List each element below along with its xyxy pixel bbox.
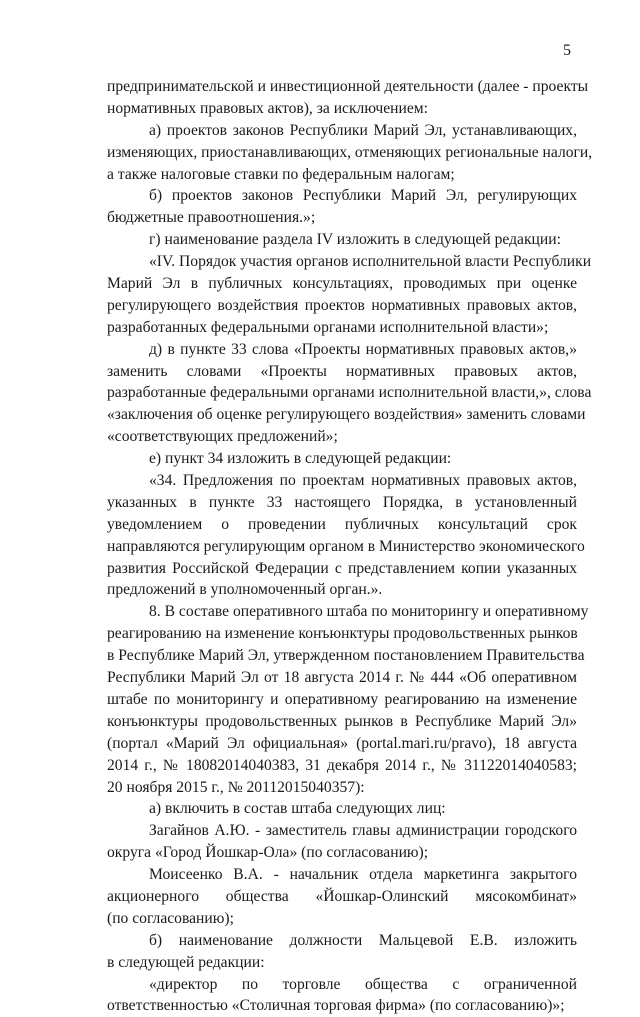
text-line: акционерного общества «Йошкар-Олинский мясокомбинат» [107, 887, 577, 905]
text-line: реагированию на изменение конъюнктуры продовольственных рынков [107, 625, 578, 643]
text-line: штабе по мониторингу и оперативному реагированию на изменение [107, 690, 577, 708]
text-line: конъюнктуры продовольственных рынков в Республике Марий Эл» [107, 712, 577, 730]
text-line: в следующей редакции: [107, 953, 265, 971]
text-line: округа «Город Йошкар-Ола» (по согласованию); [107, 844, 429, 862]
text-line: предпринимательской и инвестиционной деятельности (далее - проекты [107, 78, 589, 95]
text-line: направляются регулирующим органом в Министерство экономического [107, 537, 585, 555]
text-line: заменить словами «Проекты нормативных правовых актов, [107, 362, 577, 380]
page-number: 5 [563, 42, 571, 59]
text-line: уведомлением о проведении публичных консультаций срок [107, 515, 577, 533]
text-line: 8. В составе оперативного штаба по мониторингу и оперативному [149, 603, 589, 621]
text-line: изменяющих, приостанавливающих, отменяющих региональные налоги, [107, 143, 593, 161]
text-line: предложений в уполномоченный орган.». [107, 581, 383, 599]
text-line: ответственностью «Столичная торговая фирма» (по согласованию)»; [107, 997, 565, 1015]
text-line: разработанных федеральными органами исполнительной власти»; [107, 318, 549, 336]
text-line: развития Российской Федерации с представлением копии указанных [107, 559, 577, 577]
text-line: е) пункт 34 изложить в следующей редакции: [149, 450, 452, 468]
text-line: разработанные федеральными органами исполнительной власти,», слова [107, 384, 592, 402]
text-line: в Республике Марий Эл, утвержденном постановлением Правительства [107, 647, 585, 665]
text-line: д) в пункте 33 слова «Проекты нормативных правовых актов,» [149, 340, 577, 358]
text-line: б) проектов законов Республики Марий Эл, регулирующих [149, 187, 577, 205]
text-line: б) наименование должности Мальцевой Е.В. изложить [149, 931, 577, 949]
text-line: (портал «Марий Эл официальная» (portal.mari.ru/pravo), 18 августа [107, 734, 577, 752]
text-line: регулирующего воздействия проектов нормативных правовых актов, [107, 296, 577, 314]
document-body [107, 76, 593, 1017]
text-line: г) наименование раздела IV изложить в следующей редакции: [149, 231, 561, 249]
text-line: «IV. Порядок участия органов исполнительной власти Республики [149, 253, 592, 271]
text-line: (по согласованию); [107, 909, 234, 927]
text-line: Моисеенко В.А. - начальник отдела маркетинга закрытого [149, 866, 577, 884]
text-line: указанных в пункте 33 настоящего Порядка, в установленный [107, 493, 577, 511]
text-line: Марий Эл в публичных консультациях, проводимых при оценке [107, 275, 577, 293]
text-line: а) включить в состав штаба следующих лиц: [149, 800, 446, 818]
text-line: Республики Марий Эл от 18 августа 2014 г. № 444 «Об оперативном [107, 669, 577, 687]
text-line: а) проектов законов Республики Марий Эл, устанавливающих, [149, 121, 577, 139]
text-line: «соответствующих предложений»; [107, 428, 338, 446]
text-line: бюджетные правоотношения.»; [107, 209, 316, 227]
text-line: Загайнов А.Ю. - заместитель главы администрации городского [149, 822, 577, 840]
text-line: 20 ноября 2015 г., № 20112015040357): [107, 778, 365, 796]
text-line: «директор по торговле общества с ограниченной [149, 975, 577, 993]
text-line: нормативных правовых актов), за исключением: [107, 99, 428, 117]
text-line: «заключения об оценке регулирующего воздействия» заменить словами [107, 406, 586, 424]
text-line: 2014 г., № 18082014040383, 31 декабря 2014 г., № 31122014040583; [107, 756, 577, 774]
text-line: а также налоговые ставки по федеральным налогам; [107, 165, 455, 183]
text-line: «34. Предложения по проектам нормативных правовых актов, [149, 472, 577, 490]
